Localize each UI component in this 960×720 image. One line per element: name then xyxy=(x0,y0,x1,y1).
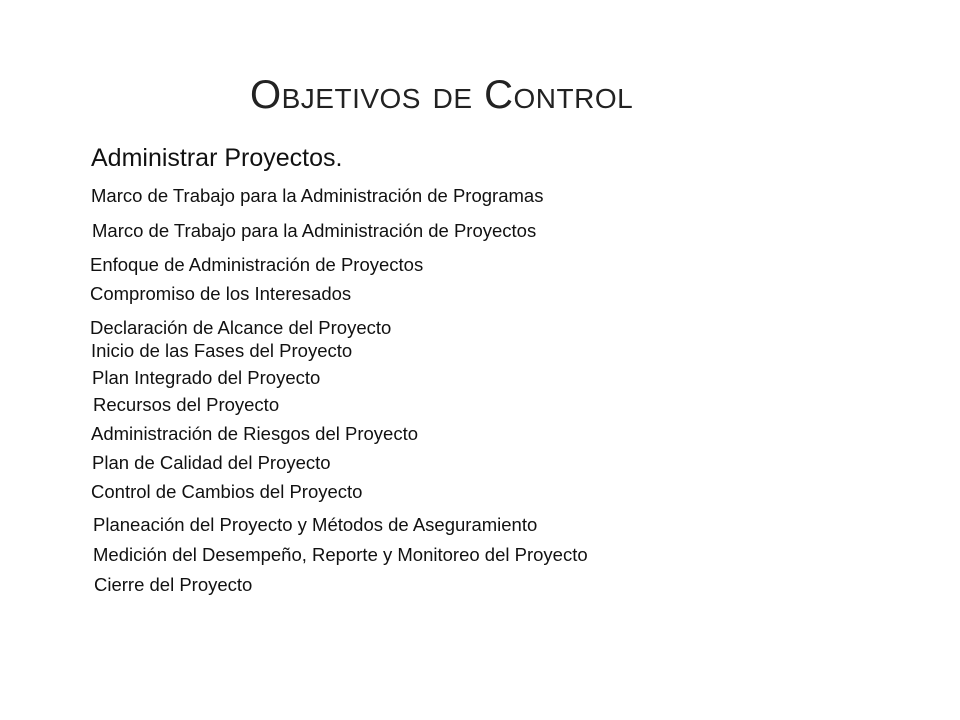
slide-title: Objetivos de Control xyxy=(250,73,634,117)
list-item: Administración de Riesgos del Proyecto xyxy=(91,423,418,444)
list-item: Planeación del Proyecto y Métodos de Aseguramiento xyxy=(93,514,538,535)
list-item: Inicio de las Fases del Proyecto xyxy=(91,340,353,361)
list-item: Marco de Trabajo para la Administración de Programas xyxy=(91,185,544,206)
list-item: Plan Integrado del Proyecto xyxy=(92,367,321,388)
list-item: Compromiso de los Interesados xyxy=(90,283,352,304)
list-item: Recursos del Proyecto xyxy=(93,394,280,415)
list-item: Plan de Calidad del Proyecto xyxy=(92,452,331,473)
section-subtitle: Administrar Proyectos. xyxy=(91,144,343,172)
list-item: Marco de Trabajo para la Administración de Proyectos xyxy=(92,220,537,241)
list-item: Declaración de Alcance del Proyecto xyxy=(90,317,392,338)
list-item: Control de Cambios del Proyecto xyxy=(91,481,363,502)
list-item: Medición del Desempeño, Reporte y Monitoreo del Proyecto xyxy=(93,544,588,565)
list-item: Enfoque de Administración de Proyectos xyxy=(90,254,424,275)
list-item: Cierre del Proyecto xyxy=(94,574,253,595)
